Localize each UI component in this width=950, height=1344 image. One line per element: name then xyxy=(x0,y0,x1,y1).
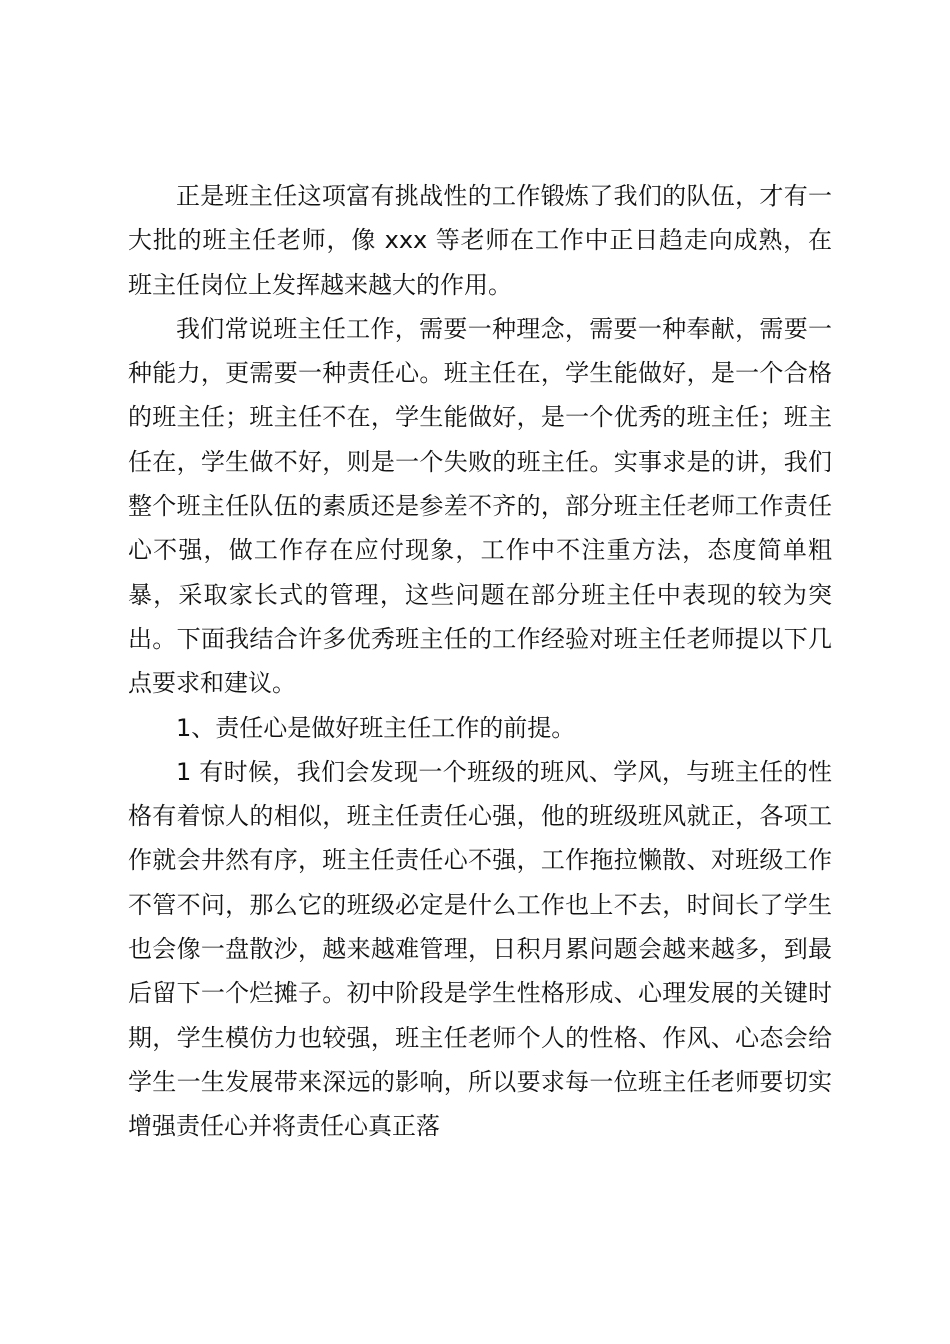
paragraph-3: 1 有时候，我们会发现一个班级的班风、学风，与班主任的性格有着惊人的相似，班主任责任心强，他的班级班风就正，各项工作就会井然有序，班主任责任心不强，工作拖拉懒散、对班级工作不管不问，那么它的班级必定是什么工作也上不去，时间长了学生也会像一盘散沙，越来越难管理，日积月累问题会越来越多，到最后留下一个烂摊子。初中阶段是学生性格形成、心理发展的关键时期，学生模仿力也较强，班主任老师个人的性格、作风、心态会给学生一生发展带来深远的影响，所以要求每一位班主任老师要切实增强责任心并将责任心真正落 xyxy=(128,757,832,1141)
paragraph-heading-1: 1、责任心是做好班主任工作的前提。 xyxy=(176,713,576,742)
paragraph-2: 我们常说班主任工作，需要一种理念，需要一种奉献，需要一种能力，更需要一种责任心。班主任在，学生能做好，是一个合格的班主任；班主任不在，学生能做好，是一个优秀的班主任；班主任在，学生做不好，则是一个失败的班主任。实事求是的讲，我们整个班主任队伍的素质还是参差不齐的，部分班主任老师工作责任心不强，做工作存在应付现象，工作中不注重方法，态度简单粗暴，采取家长式的管理，这些问题在部分班主任中表现的较为突出。下面我结合许多优秀班主任的工作经验对班主任老师提以下几点要求和建议。 xyxy=(128,314,832,698)
document-body xyxy=(128,174,832,1149)
paragraph-1: 正是班主任这项富有挑战性的工作锻炼了我们的队伍，才有一大批的班主任老师，像 xxx 等老师在工作中正日趋走向成熟，在班主任岗位上发挥越来越大的作用。 xyxy=(128,182,832,299)
